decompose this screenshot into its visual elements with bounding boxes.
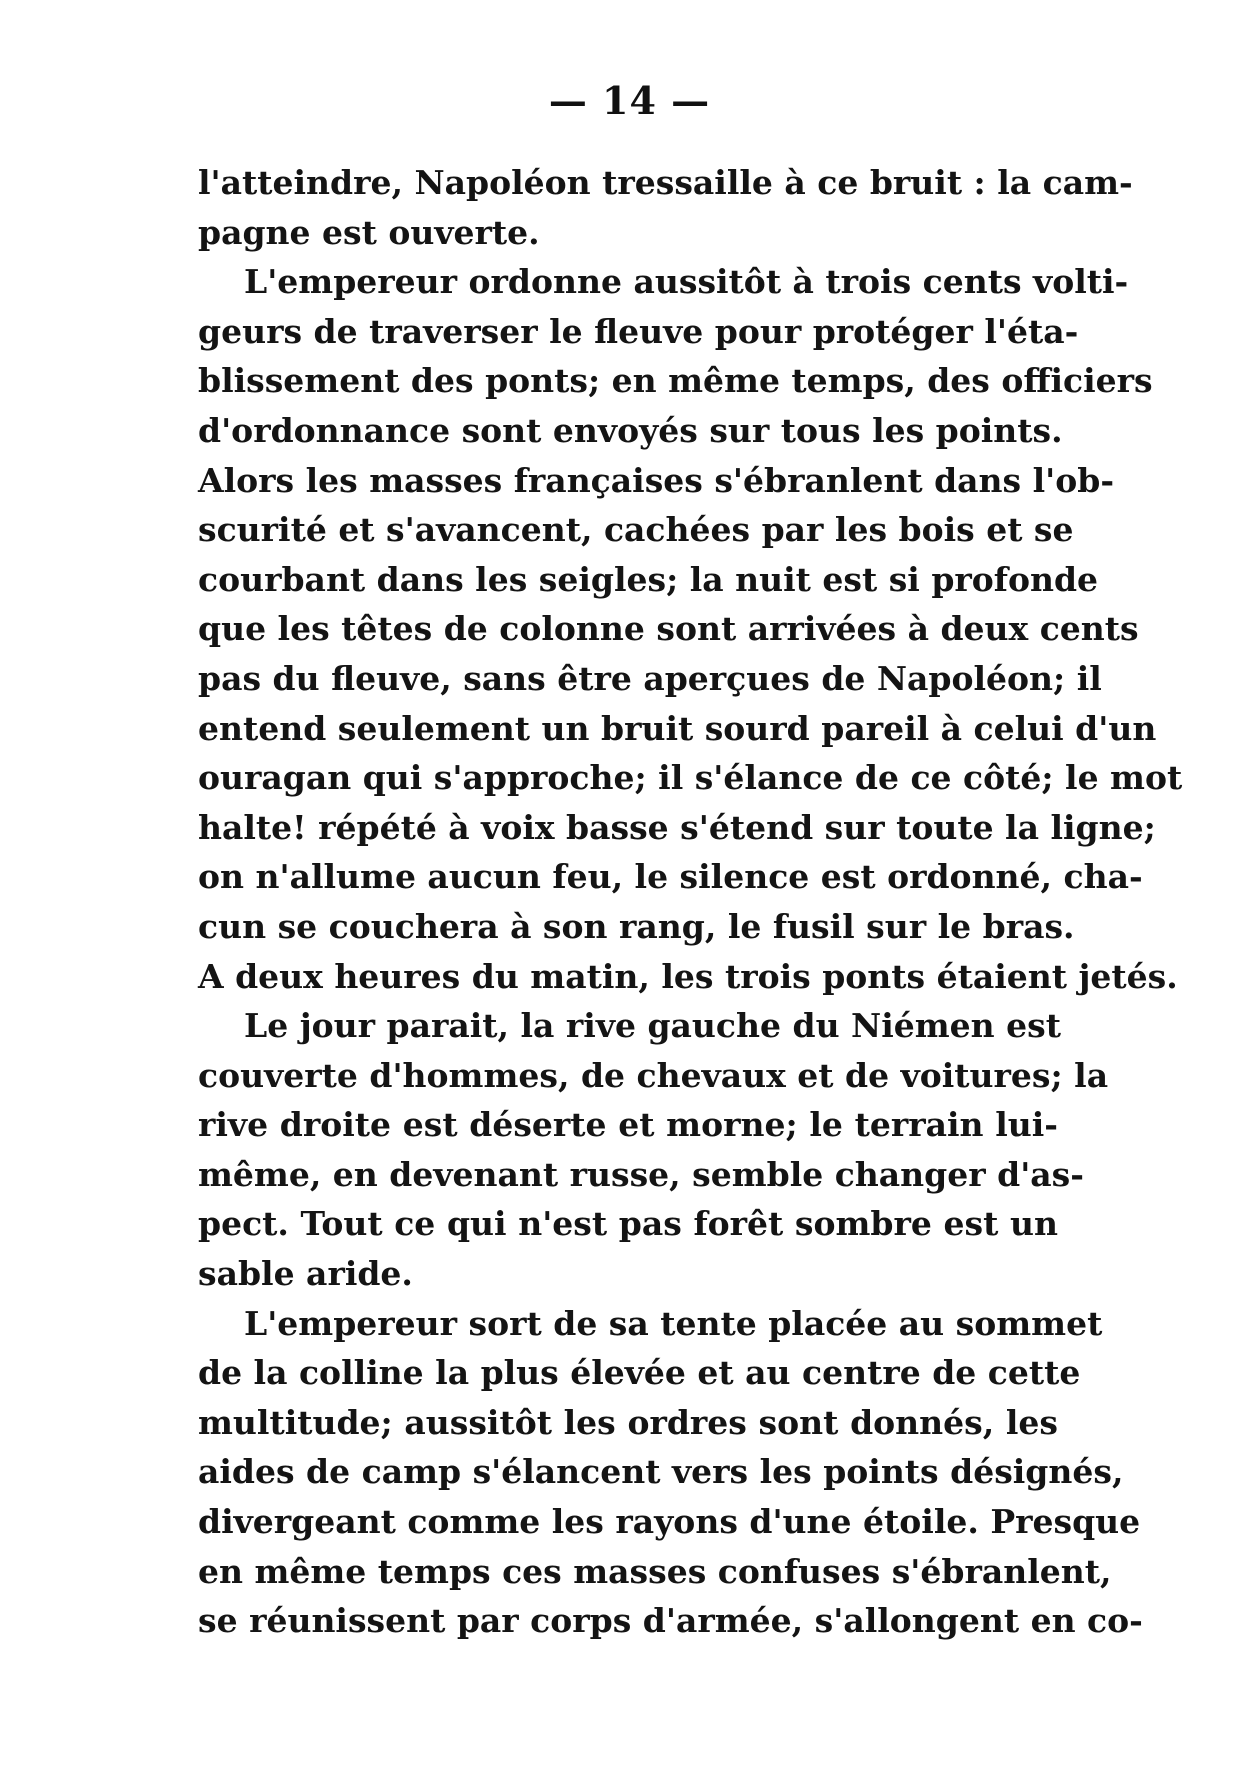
text-line: cun se couchera à son rang, le fusil sur le bras.	[198, 906, 1075, 946]
text-line: se réunissent par corps d'armée, s'allongent en co-	[198, 1601, 1143, 1641]
text-line: multitude; aussitôt les ordres sont donnés, les	[198, 1402, 1058, 1442]
text-line: ouragan qui s'approche; il s'élance de ce côté; le mot	[198, 758, 1183, 798]
text-line: que les têtes de colonne sont arrivées à deux cents	[198, 609, 1139, 649]
text-line: l'atteindre, Napoléon tressaille à ce bruit : la cam-	[198, 163, 1133, 202]
text-line: on n'allume aucun feu, le silence est ordonné, cha-	[198, 857, 1143, 897]
text-line: Le jour parait, la rive gauche du Niémen est	[244, 1006, 1061, 1046]
text-line: divergeant comme les rayons d'une étoile. Presque	[198, 1502, 1141, 1542]
text-line: sable aride.	[198, 1254, 413, 1294]
text-line: Alors les masses françaises s'ébranlent dans l'ob-	[198, 460, 1115, 500]
text-line: entend seulement un bruit sourd pareil à celui d'un	[198, 708, 1157, 748]
text-line: A deux heures du matin, les trois ponts étaient jetés.	[198, 956, 1178, 996]
text-line: geurs de traverser le fleuve pour protéger l'éta-	[198, 311, 1079, 351]
text-line: en même temps ces masses confuses s'ébranlent,	[198, 1551, 1112, 1591]
text-line: même, en devenant russe, semble changer d'as-	[198, 1154, 1084, 1194]
text-line: blissement des ponts; en même temps, des officiers	[198, 361, 1153, 401]
text-line: L'empereur sort de sa tente placée au sommet	[244, 1303, 1103, 1343]
paragraph	[198, 1299, 1143, 1646]
text-line: couverte d'hommes, de chevaux et de voitures; la	[198, 1055, 1109, 1095]
text-line: rive droite est déserte et morne; le terrain lui-	[198, 1105, 1058, 1145]
text-line: de la colline la plus élevée et au centre de cette	[198, 1353, 1081, 1393]
text-line: courbant dans les seigles; la nuit est si profonde	[198, 559, 1099, 599]
paragraph	[198, 158, 1133, 257]
text-line: aides de camp s'élancent vers les points désignés,	[198, 1452, 1124, 1492]
body-text	[198, 158, 1183, 1646]
text-line: pagne est ouverte.	[198, 212, 540, 252]
text-line: pect. Tout ce qui n'est pas forêt sombre est un	[198, 1204, 1058, 1244]
paragraph	[198, 257, 1183, 1001]
paragraph	[198, 1001, 1109, 1299]
page-number: — 14 —	[548, 78, 711, 123]
text-line: scurité et s'avancent, cachées par les bois et se	[198, 510, 1074, 550]
text-line: L'empereur ordonne aussitôt à trois cents volti-	[244, 262, 1129, 302]
text-line: d'ordonnance sont envoyés sur tous les points.	[198, 410, 1063, 450]
text-line: halte! répété à voix basse s'étend sur toute la ligne;	[198, 807, 1156, 847]
text-line: pas du fleuve, sans être aperçues de Napoléon; il	[198, 658, 1102, 698]
